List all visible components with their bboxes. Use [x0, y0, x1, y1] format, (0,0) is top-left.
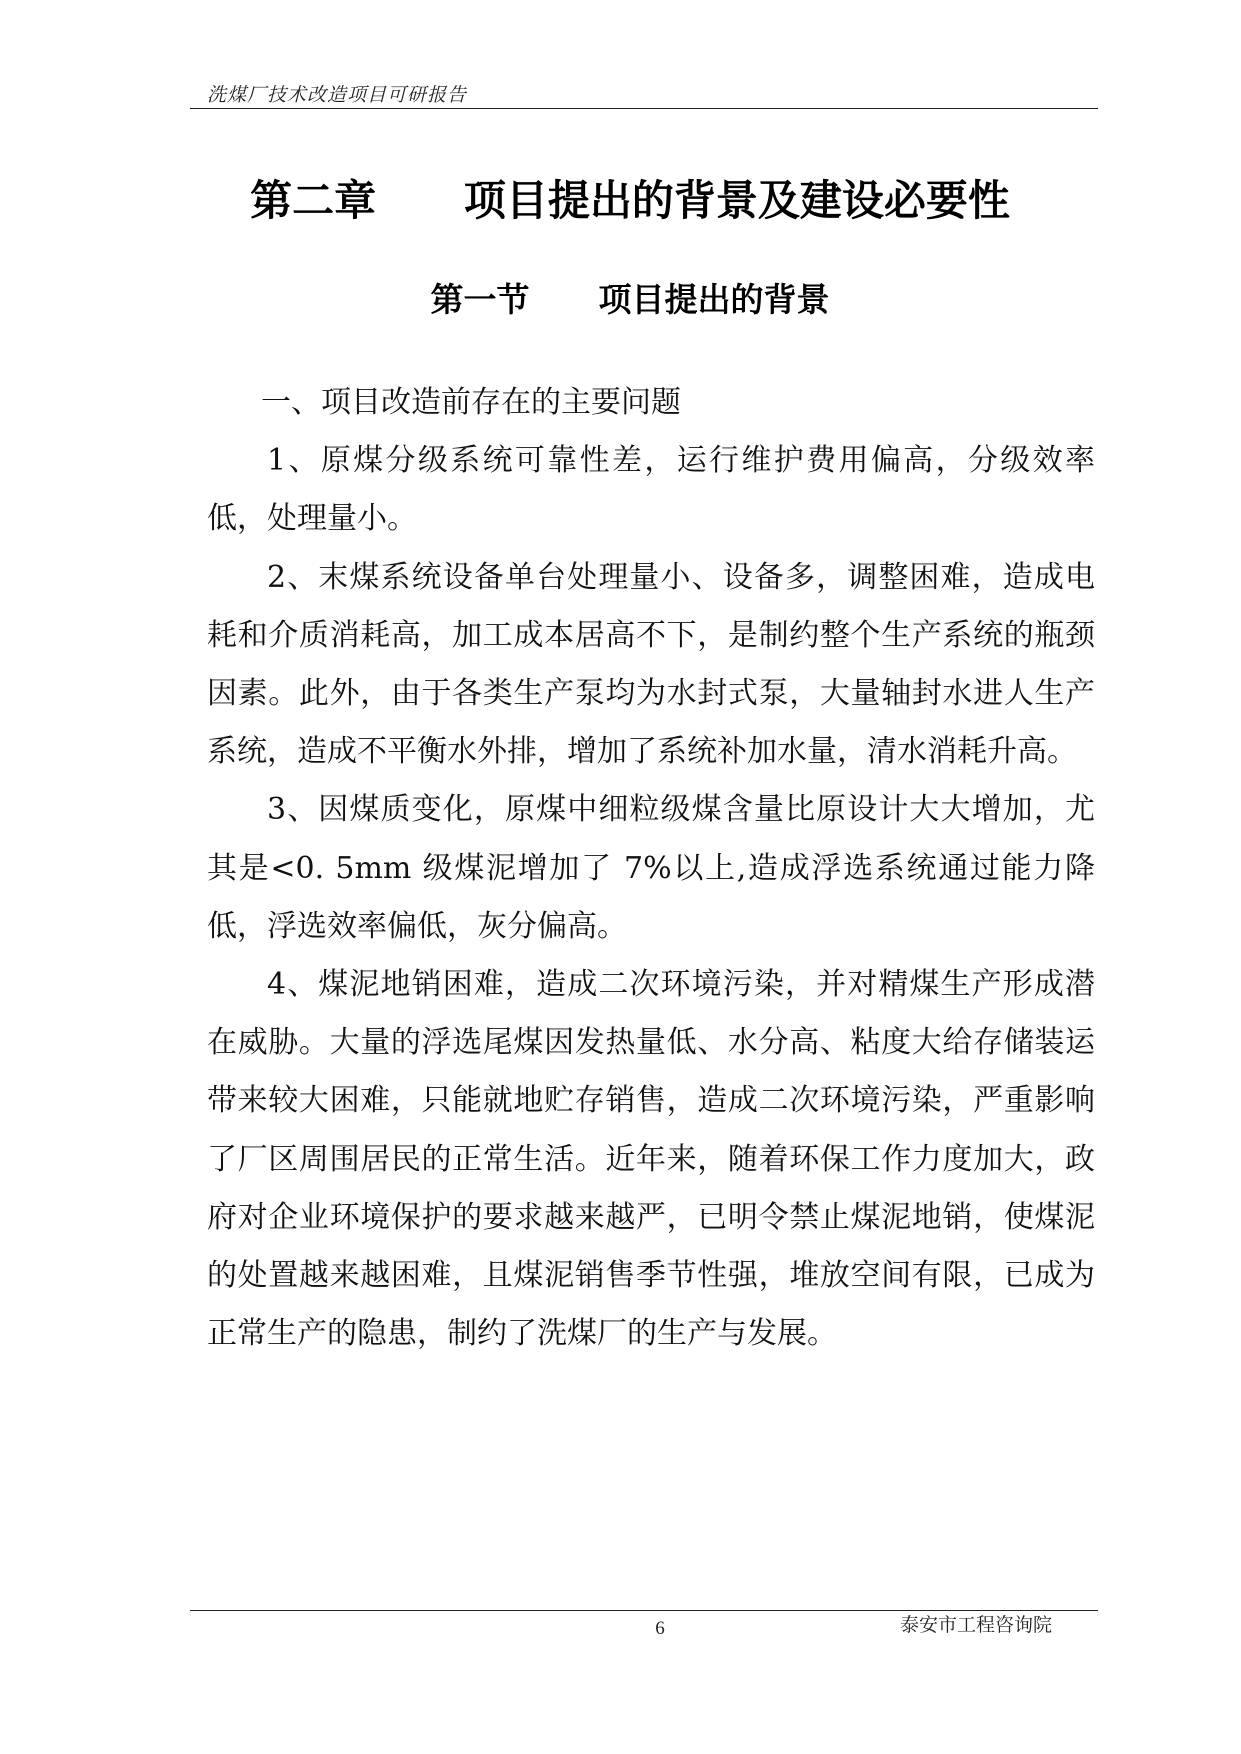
- section-title: 第一节 项目提出的背景: [430, 280, 830, 319]
- page-number: 6: [655, 1618, 665, 1639]
- footer-organization: 泰安市工程咨询院: [900, 1614, 1053, 1636]
- paragraph-1: 1、原煤分级系统可靠性差，运行维护费用偏高，分级效率低，处理量小。: [207, 443, 1095, 537]
- paragraph-4: 4、煤泥地销困难，造成二次环境污染，并对精煤生产形成潜在威胁。大量的浮选尾煤因发热量低、水分高、粘度大给存储装运带来较大困难，只能就地贮存销售，造成二次环境污染，严重影响了厂区周围居民的正常生活。近年来，随着环保工作力度加大，政府对企业环境保护的要求越来越严，已明令禁止煤泥地销，使煤泥的处置越来越困难，且煤泥销售季节性强，堆放空间有限，已成为正常生产的隐患，制约了洗煤厂的生产与发展。: [207, 967, 1095, 1352]
- paragraph-3: 3、因煤质变化，原煤中细粒级煤含量比原设计大大增加，尤其是<0. 5mm 级煤泥增加了 7%以上,造成浮选系统通过能力降低，浮选效率偏低，灰分偏高。: [207, 792, 1095, 944]
- header-divider: [190, 108, 1098, 109]
- subsection-heading: 一、项目改造前存在的主要问题: [261, 385, 681, 420]
- chapter-title: 第二章 项目提出的背景及建设必要性: [250, 176, 1010, 225]
- paragraph-2: 2、末煤系统设备单台处理量小、设备多，调整困难，造成电耗和介质消耗高，加工成本居高不下，是制约整个生产系统的瓶颈因素。此外，由于各类生产泵均为水封式泵，大量轴封水进人生产系统，造成不平衡水外排，增加了系统补加水量，清水消耗升高。: [207, 559, 1095, 770]
- body-text: [207, 374, 1095, 1363]
- running-header: 洗煤厂技术改造项目可研报告: [207, 84, 468, 106]
